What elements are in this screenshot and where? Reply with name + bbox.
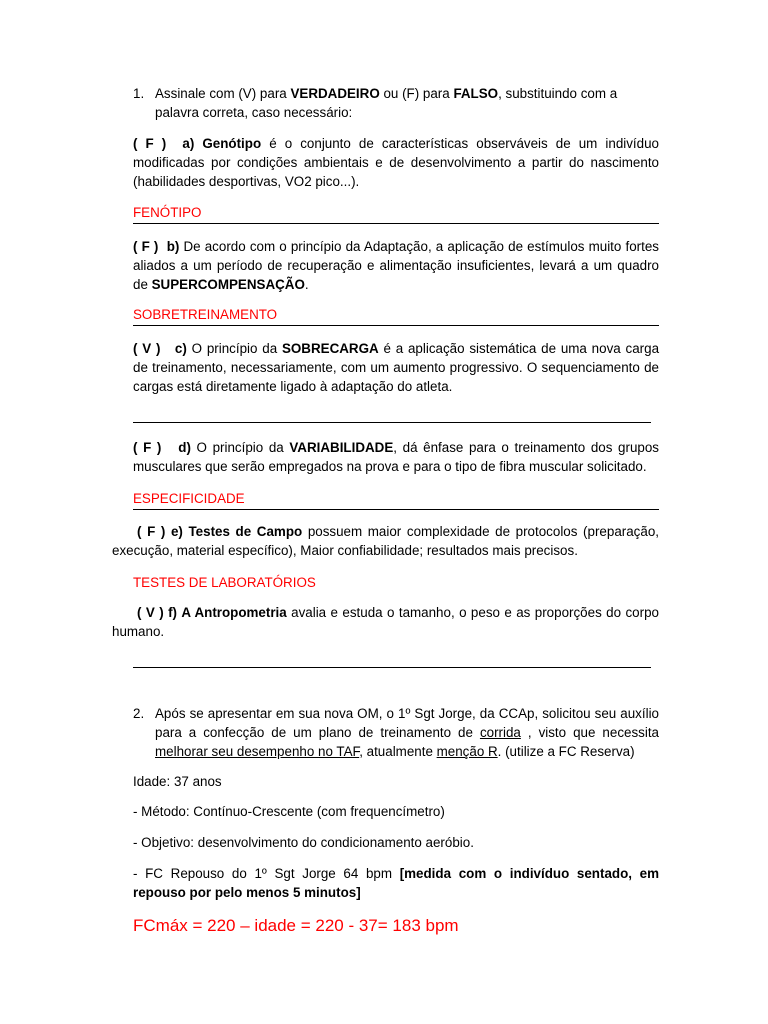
answer-line bbox=[133, 509, 659, 510]
age-line: Idade: 37 anos bbox=[133, 774, 222, 789]
resting-hr-line: - FC Repouso do 1º Sgt Jorge 64 bpm [medida com o indivíduo sentado, em repouso por pelo menos 5 minutos] bbox=[133, 866, 659, 900]
item-b: ( F ) b) De acordo com o princípio da Adaptação, a aplicação de estímulos muito fortes aliados a um período de recuperação e alimentação insuficientes, levará a um quadro de SUPERCOMPENSAÇÃO. bbox=[133, 239, 659, 292]
answer-b: SOBRETREINAMENTO bbox=[133, 307, 278, 322]
item-a: ( F ) a) Genótipo é o conjunto de características observáveis de um indivíduo modificadas por condições ambientais e de desenvolvimento a partir do nascimento (habilidades desportivas, VO2 pico...). bbox=[133, 136, 659, 189]
answer-e: TESTES DE LABORATÓRIOS bbox=[133, 575, 316, 590]
item-d: ( F ) d) O princípio da VARIABILIDADE, dá ênfase para o treinamento dos grupos musculares que serão empregados na prova e para o tipo de fibra muscular solicitado. bbox=[133, 440, 659, 474]
question-number: 2. bbox=[133, 706, 145, 721]
max-hr-formula: FCmáx = 220 – idade = 220 - 37= 183 bpm bbox=[133, 916, 459, 935]
item-f: ( V ) f) A Antropometria avalia e estuda o tamanho, o peso e as proporções do corpo humano. bbox=[112, 605, 659, 639]
method-line: - Método: Contínuo-Crescente (com frequencímetro) bbox=[133, 804, 445, 819]
item-c: ( V ) c) O princípio da SOBRECARGA é a aplicação sistemática de uma nova carga de treinamento, necessariamente, com um aumento progressivo. O sequenciamento de cargas está diretamente ligado à adaptação do atleta. bbox=[133, 341, 660, 394]
answer-line bbox=[133, 422, 651, 423]
question-number: 1. bbox=[133, 86, 145, 101]
answer-line bbox=[133, 223, 659, 224]
answer-a: FENÓTIPO bbox=[133, 205, 202, 220]
question-1-intro: Assinale com (V) para VERDADEIRO ou (F) para FALSO, substituindo com a palavra correta, caso necessário: bbox=[155, 86, 618, 120]
objective-line: - Objetivo: desenvolvimento do condicionamento aeróbio. bbox=[133, 835, 474, 850]
question-2-text: Após se apresentar em sua nova OM, o 1º Sgt Jorge, da CCAp, solicitou seu auxílio para a confecção de um plano de treinamento de corrida , visto que necessita melhorar seu desempenho no TAF, atualmente menção R. (utilize a FC Reserva) bbox=[155, 706, 659, 759]
answer-line bbox=[133, 325, 659, 326]
answer-d: ESPECIFICIDADE bbox=[133, 491, 245, 506]
item-e: ( F ) e) Testes de Campo possuem maior complexidade de protocolos (preparação, execução, material específico), Maior confiabilidade; resultados mais precisos. bbox=[112, 524, 659, 558]
answer-line bbox=[133, 667, 651, 668]
